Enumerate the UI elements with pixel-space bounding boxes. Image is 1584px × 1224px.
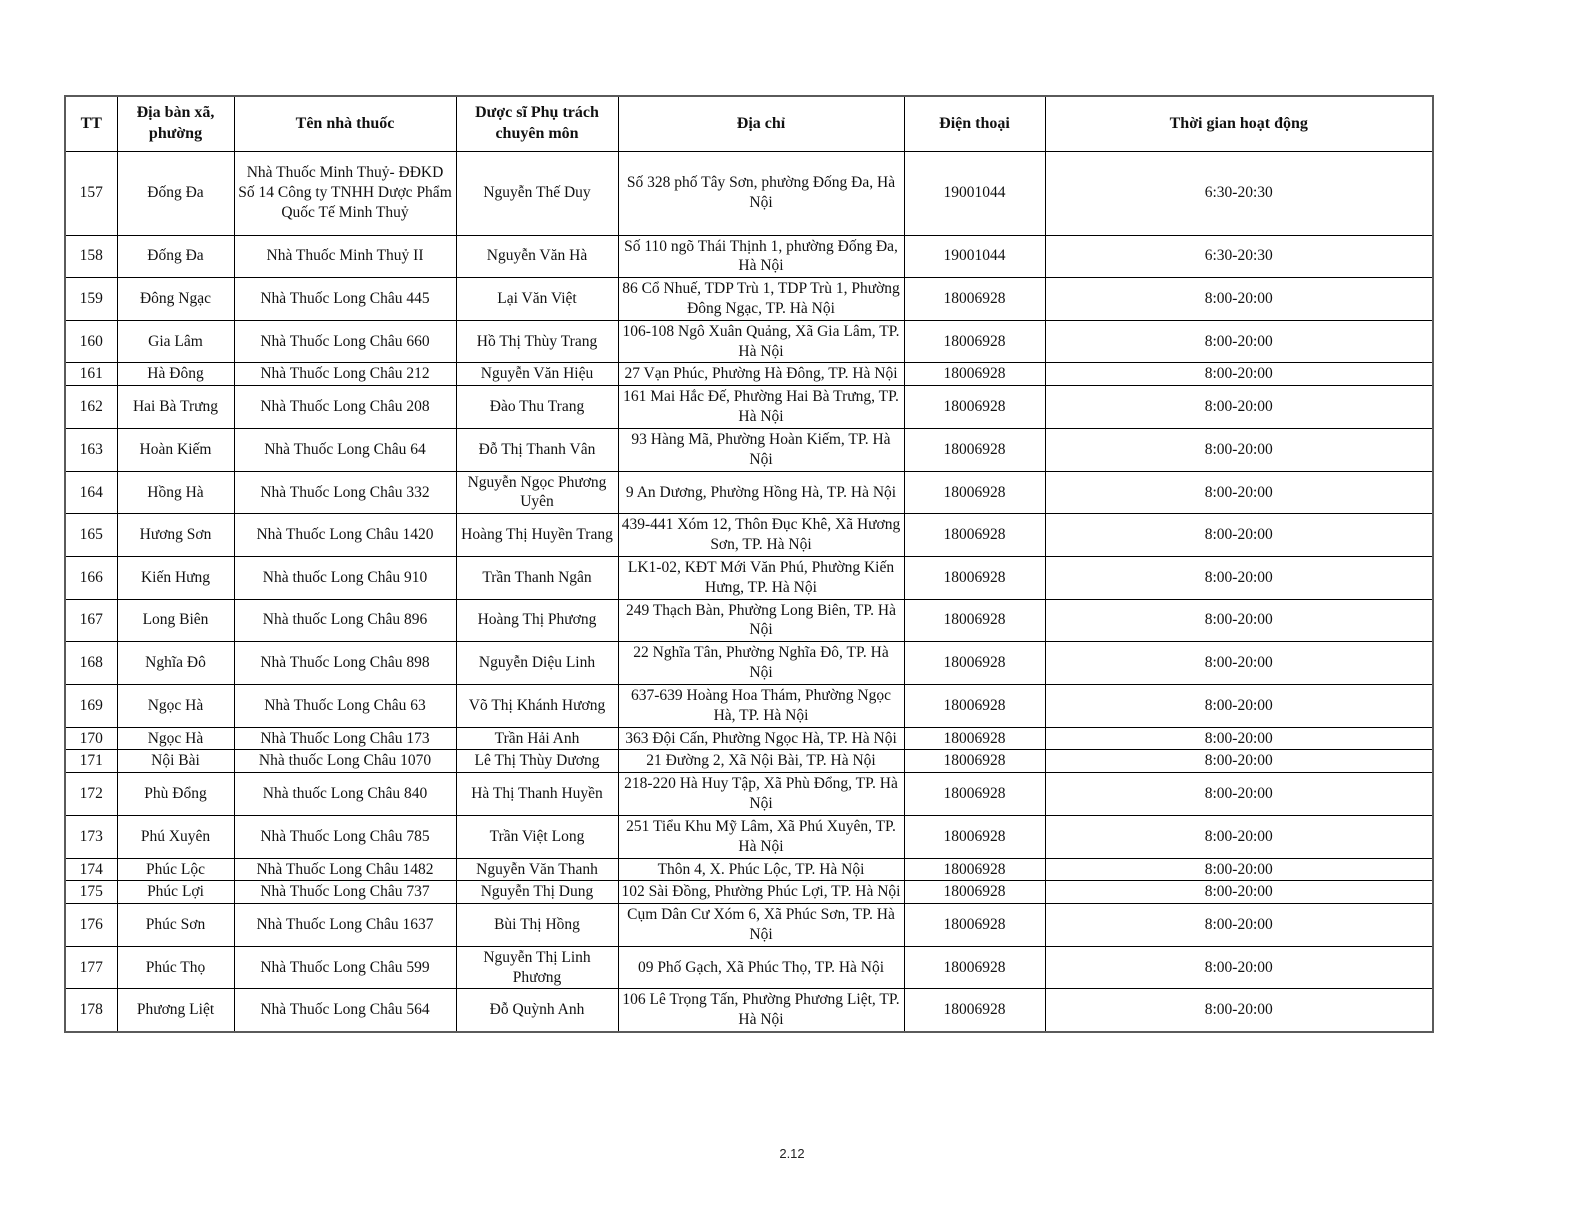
cell-name: Nhà thuốc Long Châu 896 — [234, 599, 456, 642]
cell-name: Nhà Thuốc Long Châu 445 — [234, 278, 456, 321]
cell-address: 363 Đội Cấn, Phường Ngọc Hà, TP. Hà Nội — [618, 727, 904, 750]
cell-tt: 168 — [65, 642, 117, 685]
cell-district: Long Biên — [117, 599, 234, 642]
cell-phone: 18006928 — [904, 815, 1045, 858]
column-header-pharmacist: Dược sĩ Phụ trách chuyên môn — [456, 96, 618, 151]
cell-name: Nhà Thuốc Minh Thuỷ- ĐĐKD Số 14 Công ty TNHH Dược Phẩm Quốc Tế Minh Thuỷ — [234, 151, 456, 235]
table-row — [65, 556, 1433, 599]
table-row — [65, 642, 1433, 685]
cell-tt: 173 — [65, 815, 117, 858]
cell-address: Cụm Dân Cư Xóm 6, Xã Phúc Sơn, TP. Hà Nội — [618, 904, 904, 947]
column-header-tt: TT — [65, 96, 117, 151]
table-row — [65, 428, 1433, 471]
table-row — [65, 386, 1433, 429]
cell-name: Nhà Thuốc Long Châu 173 — [234, 727, 456, 750]
cell-hours: 6:30-20:30 — [1045, 235, 1433, 278]
cell-tt: 174 — [65, 858, 117, 881]
table-row — [65, 363, 1433, 386]
cell-pharmacist: Nguyễn Ngọc Phương Uyên — [456, 471, 618, 514]
cell-district: Phú Xuyên — [117, 815, 234, 858]
cell-pharmacist: Nguyễn Diệu Linh — [456, 642, 618, 685]
cell-district: Hai Bà Trưng — [117, 386, 234, 429]
table-row — [65, 881, 1433, 904]
cell-hours: 8:00-20:00 — [1045, 320, 1433, 363]
cell-district: Phúc Sơn — [117, 904, 234, 947]
cell-phone: 18006928 — [904, 514, 1045, 557]
cell-tt: 171 — [65, 750, 117, 773]
cell-phone: 18006928 — [904, 946, 1045, 989]
table-row — [65, 750, 1433, 773]
cell-pharmacist: Nguyễn Văn Thanh — [456, 858, 618, 881]
column-header-phone: Điện thoại — [904, 96, 1045, 151]
cell-name: Nhà Thuốc Long Châu 64 — [234, 428, 456, 471]
cell-name: Nhà Thuốc Long Châu 332 — [234, 471, 456, 514]
cell-phone: 18006928 — [904, 684, 1045, 727]
cell-name: Nhà Thuốc Long Châu 785 — [234, 815, 456, 858]
cell-tt: 162 — [65, 386, 117, 429]
cell-address: 86 Cổ Nhuế, TDP Trù 1, TDP Trù 1, Phường Đông Ngạc, TP. Hà Nội — [618, 278, 904, 321]
cell-hours: 8:00-20:00 — [1045, 684, 1433, 727]
cell-hours: 8:00-20:00 — [1045, 773, 1433, 816]
cell-district: Hoàn Kiếm — [117, 428, 234, 471]
cell-tt: 158 — [65, 235, 117, 278]
cell-district: Phúc Lợi — [117, 881, 234, 904]
column-header-hours: Thời gian hoạt động — [1045, 96, 1433, 151]
cell-pharmacist: Trần Việt Long — [456, 815, 618, 858]
cell-phone: 18006928 — [904, 727, 1045, 750]
cell-address: Số 110 ngõ Thái Thịnh 1, phường Đống Đa, Hà Nội — [618, 235, 904, 278]
cell-tt: 170 — [65, 727, 117, 750]
cell-tt: 172 — [65, 773, 117, 816]
cell-pharmacist: Nguyễn Thế Duy — [456, 151, 618, 235]
cell-hours: 8:00-20:00 — [1045, 556, 1433, 599]
cell-district: Hương Sơn — [117, 514, 234, 557]
cell-tt: 175 — [65, 881, 117, 904]
cell-phone: 18006928 — [904, 599, 1045, 642]
cell-hours: 8:00-20:00 — [1045, 904, 1433, 947]
cell-district: Đông Ngạc — [117, 278, 234, 321]
column-header-district: Địa bàn xã, phường — [117, 96, 234, 151]
cell-pharmacist: Đào Thu Trang — [456, 386, 618, 429]
table-row — [65, 989, 1433, 1032]
cell-name: Nhà Thuốc Long Châu 1482 — [234, 858, 456, 881]
cell-name: Nhà Thuốc Long Châu 1420 — [234, 514, 456, 557]
cell-hours: 8:00-20:00 — [1045, 815, 1433, 858]
cell-hours: 6:30-20:30 — [1045, 151, 1433, 235]
cell-address: 9 An Dương, Phường Hồng Hà, TP. Hà Nội — [618, 471, 904, 514]
cell-pharmacist: Hoàng Thị Huyền Trang — [456, 514, 618, 557]
cell-tt: 177 — [65, 946, 117, 989]
cell-hours: 8:00-20:00 — [1045, 363, 1433, 386]
cell-district: Hà Đông — [117, 363, 234, 386]
cell-phone: 18006928 — [904, 858, 1045, 881]
cell-hours: 8:00-20:00 — [1045, 750, 1433, 773]
cell-tt: 169 — [65, 684, 117, 727]
cell-pharmacist: Trần Thanh Ngân — [456, 556, 618, 599]
cell-phone: 18006928 — [904, 773, 1045, 816]
cell-district: Phương Liệt — [117, 989, 234, 1032]
table-row — [65, 235, 1433, 278]
cell-address: 27 Vạn Phúc, Phường Hà Đông, TP. Hà Nội — [618, 363, 904, 386]
cell-phone: 18006928 — [904, 471, 1045, 514]
cell-district: Phù Đổng — [117, 773, 234, 816]
cell-tt: 159 — [65, 278, 117, 321]
cell-address: 09 Phố Gạch, Xã Phúc Thọ, TP. Hà Nội — [618, 946, 904, 989]
cell-name: Nhà thuốc Long Châu 910 — [234, 556, 456, 599]
table-row — [65, 684, 1433, 727]
cell-name: Nhà Thuốc Long Châu 564 — [234, 989, 456, 1032]
table-header-row — [65, 96, 1433, 151]
cell-hours: 8:00-20:00 — [1045, 428, 1433, 471]
cell-hours: 8:00-20:00 — [1045, 727, 1433, 750]
table-row — [65, 946, 1433, 989]
cell-district: Phúc Lộc — [117, 858, 234, 881]
table-row — [65, 151, 1433, 235]
cell-phone: 18006928 — [904, 881, 1045, 904]
cell-phone: 18006928 — [904, 363, 1045, 386]
table-row — [65, 320, 1433, 363]
cell-hours: 8:00-20:00 — [1045, 514, 1433, 557]
table-row — [65, 278, 1433, 321]
cell-phone: 19001044 — [904, 151, 1045, 235]
cell-tt: 176 — [65, 904, 117, 947]
cell-district: Nghĩa Đô — [117, 642, 234, 685]
table-row — [65, 904, 1433, 947]
cell-name: Nhà Thuốc Long Châu 63 — [234, 684, 456, 727]
cell-pharmacist: Đỗ Thị Thanh Vân — [456, 428, 618, 471]
cell-district: Gia Lâm — [117, 320, 234, 363]
table-row — [65, 773, 1433, 816]
cell-address: 218-220 Hà Huy Tập, Xã Phù Đổng, TP. Hà Nội — [618, 773, 904, 816]
cell-address: 102 Sài Đồng, Phường Phúc Lợi, TP. Hà Nội — [618, 881, 904, 904]
cell-hours: 8:00-20:00 — [1045, 278, 1433, 321]
cell-phone: 18006928 — [904, 750, 1045, 773]
cell-address: 21 Đường 2, Xã Nội Bài, TP. Hà Nội — [618, 750, 904, 773]
cell-district: Ngọc Hà — [117, 684, 234, 727]
cell-pharmacist: Đỗ Quỳnh Anh — [456, 989, 618, 1032]
cell-address: 251 Tiểu Khu Mỹ Lâm, Xã Phú Xuyên, TP. Hà Nội — [618, 815, 904, 858]
cell-name: Nhà Thuốc Long Châu 599 — [234, 946, 456, 989]
cell-phone: 18006928 — [904, 989, 1045, 1032]
cell-phone: 18006928 — [904, 428, 1045, 471]
cell-pharmacist: Bùi Thị Hồng — [456, 904, 618, 947]
cell-tt: 178 — [65, 989, 117, 1032]
cell-phone: 19001044 — [904, 235, 1045, 278]
cell-pharmacist: Nguyễn Thị Dung — [456, 881, 618, 904]
cell-hours: 8:00-20:00 — [1045, 642, 1433, 685]
cell-address: 93 Hàng Mã, Phường Hoàn Kiếm, TP. Hà Nội — [618, 428, 904, 471]
cell-hours: 8:00-20:00 — [1045, 599, 1433, 642]
table-row — [65, 858, 1433, 881]
cell-address: LK1-02, KĐT Mới Văn Phú, Phường Kiến Hưng, TP. Hà Nội — [618, 556, 904, 599]
pharmacy-table-body — [65, 151, 1433, 1032]
column-header-address: Địa chỉ — [618, 96, 904, 151]
cell-name: Nhà Thuốc Long Châu 1637 — [234, 904, 456, 947]
cell-hours: 8:00-20:00 — [1045, 989, 1433, 1032]
cell-district: Nội Bài — [117, 750, 234, 773]
cell-phone: 18006928 — [904, 904, 1045, 947]
cell-name: Nhà thuốc Long Châu 840 — [234, 773, 456, 816]
cell-address: 637-639 Hoàng Hoa Thám, Phường Ngọc Hà, TP. Hà Nội — [618, 684, 904, 727]
cell-address: 106 Lê Trọng Tấn, Phường Phương Liệt, TP. Hà Nội — [618, 989, 904, 1032]
cell-address: Số 328 phố Tây Sơn, phường Đống Đa, Hà Nội — [618, 151, 904, 235]
cell-pharmacist: Hoàng Thị Phương — [456, 599, 618, 642]
table-row — [65, 471, 1433, 514]
table-row — [65, 815, 1433, 858]
cell-name: Nhà Thuốc Minh Thuỷ II — [234, 235, 456, 278]
cell-pharmacist: Nguyễn Thị Linh Phương — [456, 946, 618, 989]
cell-pharmacist: Lại Văn Việt — [456, 278, 618, 321]
table-row — [65, 599, 1433, 642]
cell-address: 161 Mai Hắc Đế, Phường Hai Bà Trưng, TP. Hà Nội — [618, 386, 904, 429]
cell-district: Đống Đa — [117, 151, 234, 235]
cell-pharmacist: Hà Thị Thanh Huyền — [456, 773, 618, 816]
column-header-pharmacy-name: Tên nhà thuốc — [234, 96, 456, 151]
cell-phone: 18006928 — [904, 386, 1045, 429]
cell-hours: 8:00-20:00 — [1045, 471, 1433, 514]
cell-district: Ngọc Hà — [117, 727, 234, 750]
cell-pharmacist: Nguyễn Văn Hà — [456, 235, 618, 278]
cell-phone: 18006928 — [904, 278, 1045, 321]
cell-address: 22 Nghĩa Tân, Phường Nghĩa Đô, TP. Hà Nội — [618, 642, 904, 685]
cell-pharmacist: Nguyễn Văn Hiệu — [456, 363, 618, 386]
cell-tt: 161 — [65, 363, 117, 386]
table-row — [65, 727, 1433, 750]
cell-address: 249 Thạch Bàn, Phường Long Biên, TP. Hà Nội — [618, 599, 904, 642]
cell-hours: 8:00-20:00 — [1045, 881, 1433, 904]
cell-phone: 18006928 — [904, 556, 1045, 599]
cell-phone: 18006928 — [904, 320, 1045, 363]
page-number: 2.12 — [779, 1146, 805, 1161]
cell-address: 439-441 Xóm 12, Thôn Đục Khê, Xã Hương Sơn, TP. Hà Nội — [618, 514, 904, 557]
cell-tt: 167 — [65, 599, 117, 642]
cell-tt: 164 — [65, 471, 117, 514]
cell-tt: 165 — [65, 514, 117, 557]
cell-district: Kiến Hưng — [117, 556, 234, 599]
cell-name: Nhà Thuốc Long Châu 898 — [234, 642, 456, 685]
cell-name: Nhà thuốc Long Châu 1070 — [234, 750, 456, 773]
cell-name: Nhà Thuốc Long Châu 737 — [234, 881, 456, 904]
cell-name: Nhà Thuốc Long Châu 660 — [234, 320, 456, 363]
cell-district: Đống Đa — [117, 235, 234, 278]
cell-name: Nhà Thuốc Long Châu 208 — [234, 386, 456, 429]
cell-pharmacist: Lê Thị Thùy Dương — [456, 750, 618, 773]
cell-pharmacist: Hồ Thị Thùy Trang — [456, 320, 618, 363]
cell-tt: 157 — [65, 151, 117, 235]
cell-hours: 8:00-20:00 — [1045, 946, 1433, 989]
pharmacy-table — [64, 95, 1434, 1033]
cell-name: Nhà Thuốc Long Châu 212 — [234, 363, 456, 386]
cell-hours: 8:00-20:00 — [1045, 858, 1433, 881]
table-row — [65, 514, 1433, 557]
cell-tt: 160 — [65, 320, 117, 363]
cell-pharmacist: Trần Hải Anh — [456, 727, 618, 750]
cell-address: Thôn 4, X. Phúc Lộc, TP. Hà Nội — [618, 858, 904, 881]
cell-district: Phúc Thọ — [117, 946, 234, 989]
cell-district: Hồng Hà — [117, 471, 234, 514]
cell-tt: 166 — [65, 556, 117, 599]
cell-address: 106-108 Ngô Xuân Quảng, Xã Gia Lâm, TP. Hà Nội — [618, 320, 904, 363]
cell-phone: 18006928 — [904, 642, 1045, 685]
cell-hours: 8:00-20:00 — [1045, 386, 1433, 429]
cell-tt: 163 — [65, 428, 117, 471]
cell-pharmacist: Võ Thị Khánh Hương — [456, 684, 618, 727]
